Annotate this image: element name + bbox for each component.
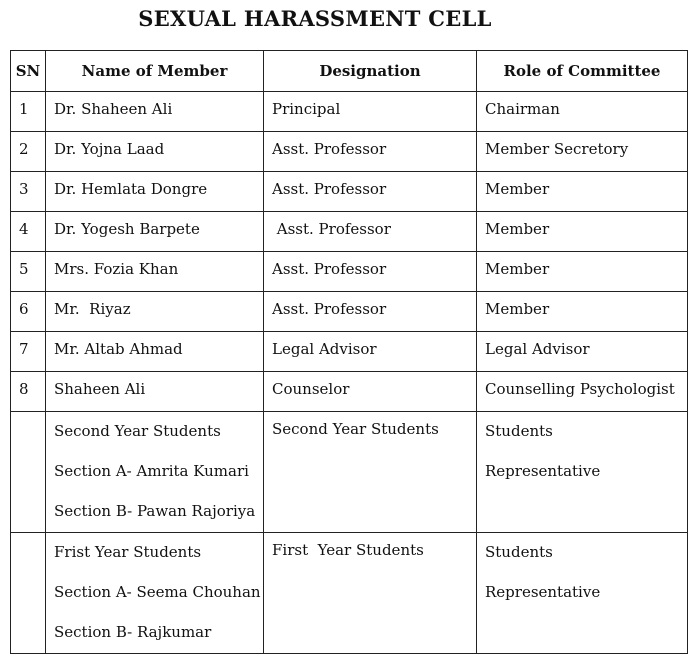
cell-name [46,533,264,654]
table-row [11,132,688,172]
cell-name: Dr. Hemlata Dongre [46,172,264,212]
header-name: Name of Member [46,51,264,92]
cell-name [46,412,264,533]
cell-designation: Legal Advisor [264,332,477,372]
cell-role: Member [477,212,688,252]
cell-name: Dr. Yojna Laad [46,132,264,172]
cell-designation: Asst. Professor [264,252,477,292]
cell-role [477,533,688,654]
table-row [11,332,688,372]
table-row [11,372,688,412]
cell-sn: 6 [11,292,46,332]
cell-role: Counselling Psychologist [477,372,688,412]
name-line: Second Year Students [54,422,221,440]
table-row [11,212,688,252]
name-line: Frist Year Students [54,543,202,561]
role-line: Representative [485,462,601,480]
table-row-second-year [11,412,688,533]
table-row-first-year [11,533,688,654]
cell-name: Shaheen Ali [46,372,264,412]
cell-designation: Principal [264,92,477,132]
cell-role: Legal Advisor [477,332,688,372]
table-row [11,292,688,332]
cell-role [477,412,688,533]
name-line: Section B- Rajkumar [54,623,212,641]
role-line: Students [485,422,553,440]
cell-designation: Counselor [264,372,477,412]
table-header-row [11,51,688,92]
name-line: Section A- Seema Chouhan [54,583,261,601]
cell-name: Dr. Yogesh Barpete [46,212,264,252]
name-line: Section B- Pawan Rajoriya [54,502,256,520]
cell-designation: Second Year Students [264,412,477,533]
page-title: SEXUAL HARASSMENT CELL [138,6,492,31]
cell-name: Mr. Riyaz [46,292,264,332]
name-line: Section A- Amrita Kumari [54,462,249,480]
role-line: Representative [485,583,601,601]
cell-name: Dr. Shaheen Ali [46,92,264,132]
header-designation: Designation [264,51,477,92]
cell-sn [11,412,46,533]
cell-role: Member [477,172,688,212]
cell-role: Member [477,252,688,292]
cell-designation: Asst. Professor [264,132,477,172]
cell-role: Chairman [477,92,688,132]
table-row [11,252,688,292]
cell-sn: 1 [11,92,46,132]
table-row [11,92,688,132]
cell-sn: 3 [11,172,46,212]
cell-role: Member Secretory [477,132,688,172]
cell-sn: 7 [11,332,46,372]
header-sn: SN [11,51,46,92]
cell-designation: Asst. Professor [264,172,477,212]
cell-sn [11,533,46,654]
cell-sn: 4 [11,212,46,252]
cell-name: Mr. Altab Ahmad [46,332,264,372]
cell-role: Member [477,292,688,332]
table-row [11,172,688,212]
cell-designation: Asst. Professor [264,212,477,252]
header-role: Role of Committee [477,51,688,92]
cell-sn: 8 [11,372,46,412]
cell-designation: Asst. Professor [264,292,477,332]
cell-sn: 5 [11,252,46,292]
committee-table [10,50,688,654]
cell-sn: 2 [11,132,46,172]
role-line: Students [485,543,553,561]
cell-designation: First Year Students [264,533,477,654]
cell-name: Mrs. Fozia Khan [46,252,264,292]
